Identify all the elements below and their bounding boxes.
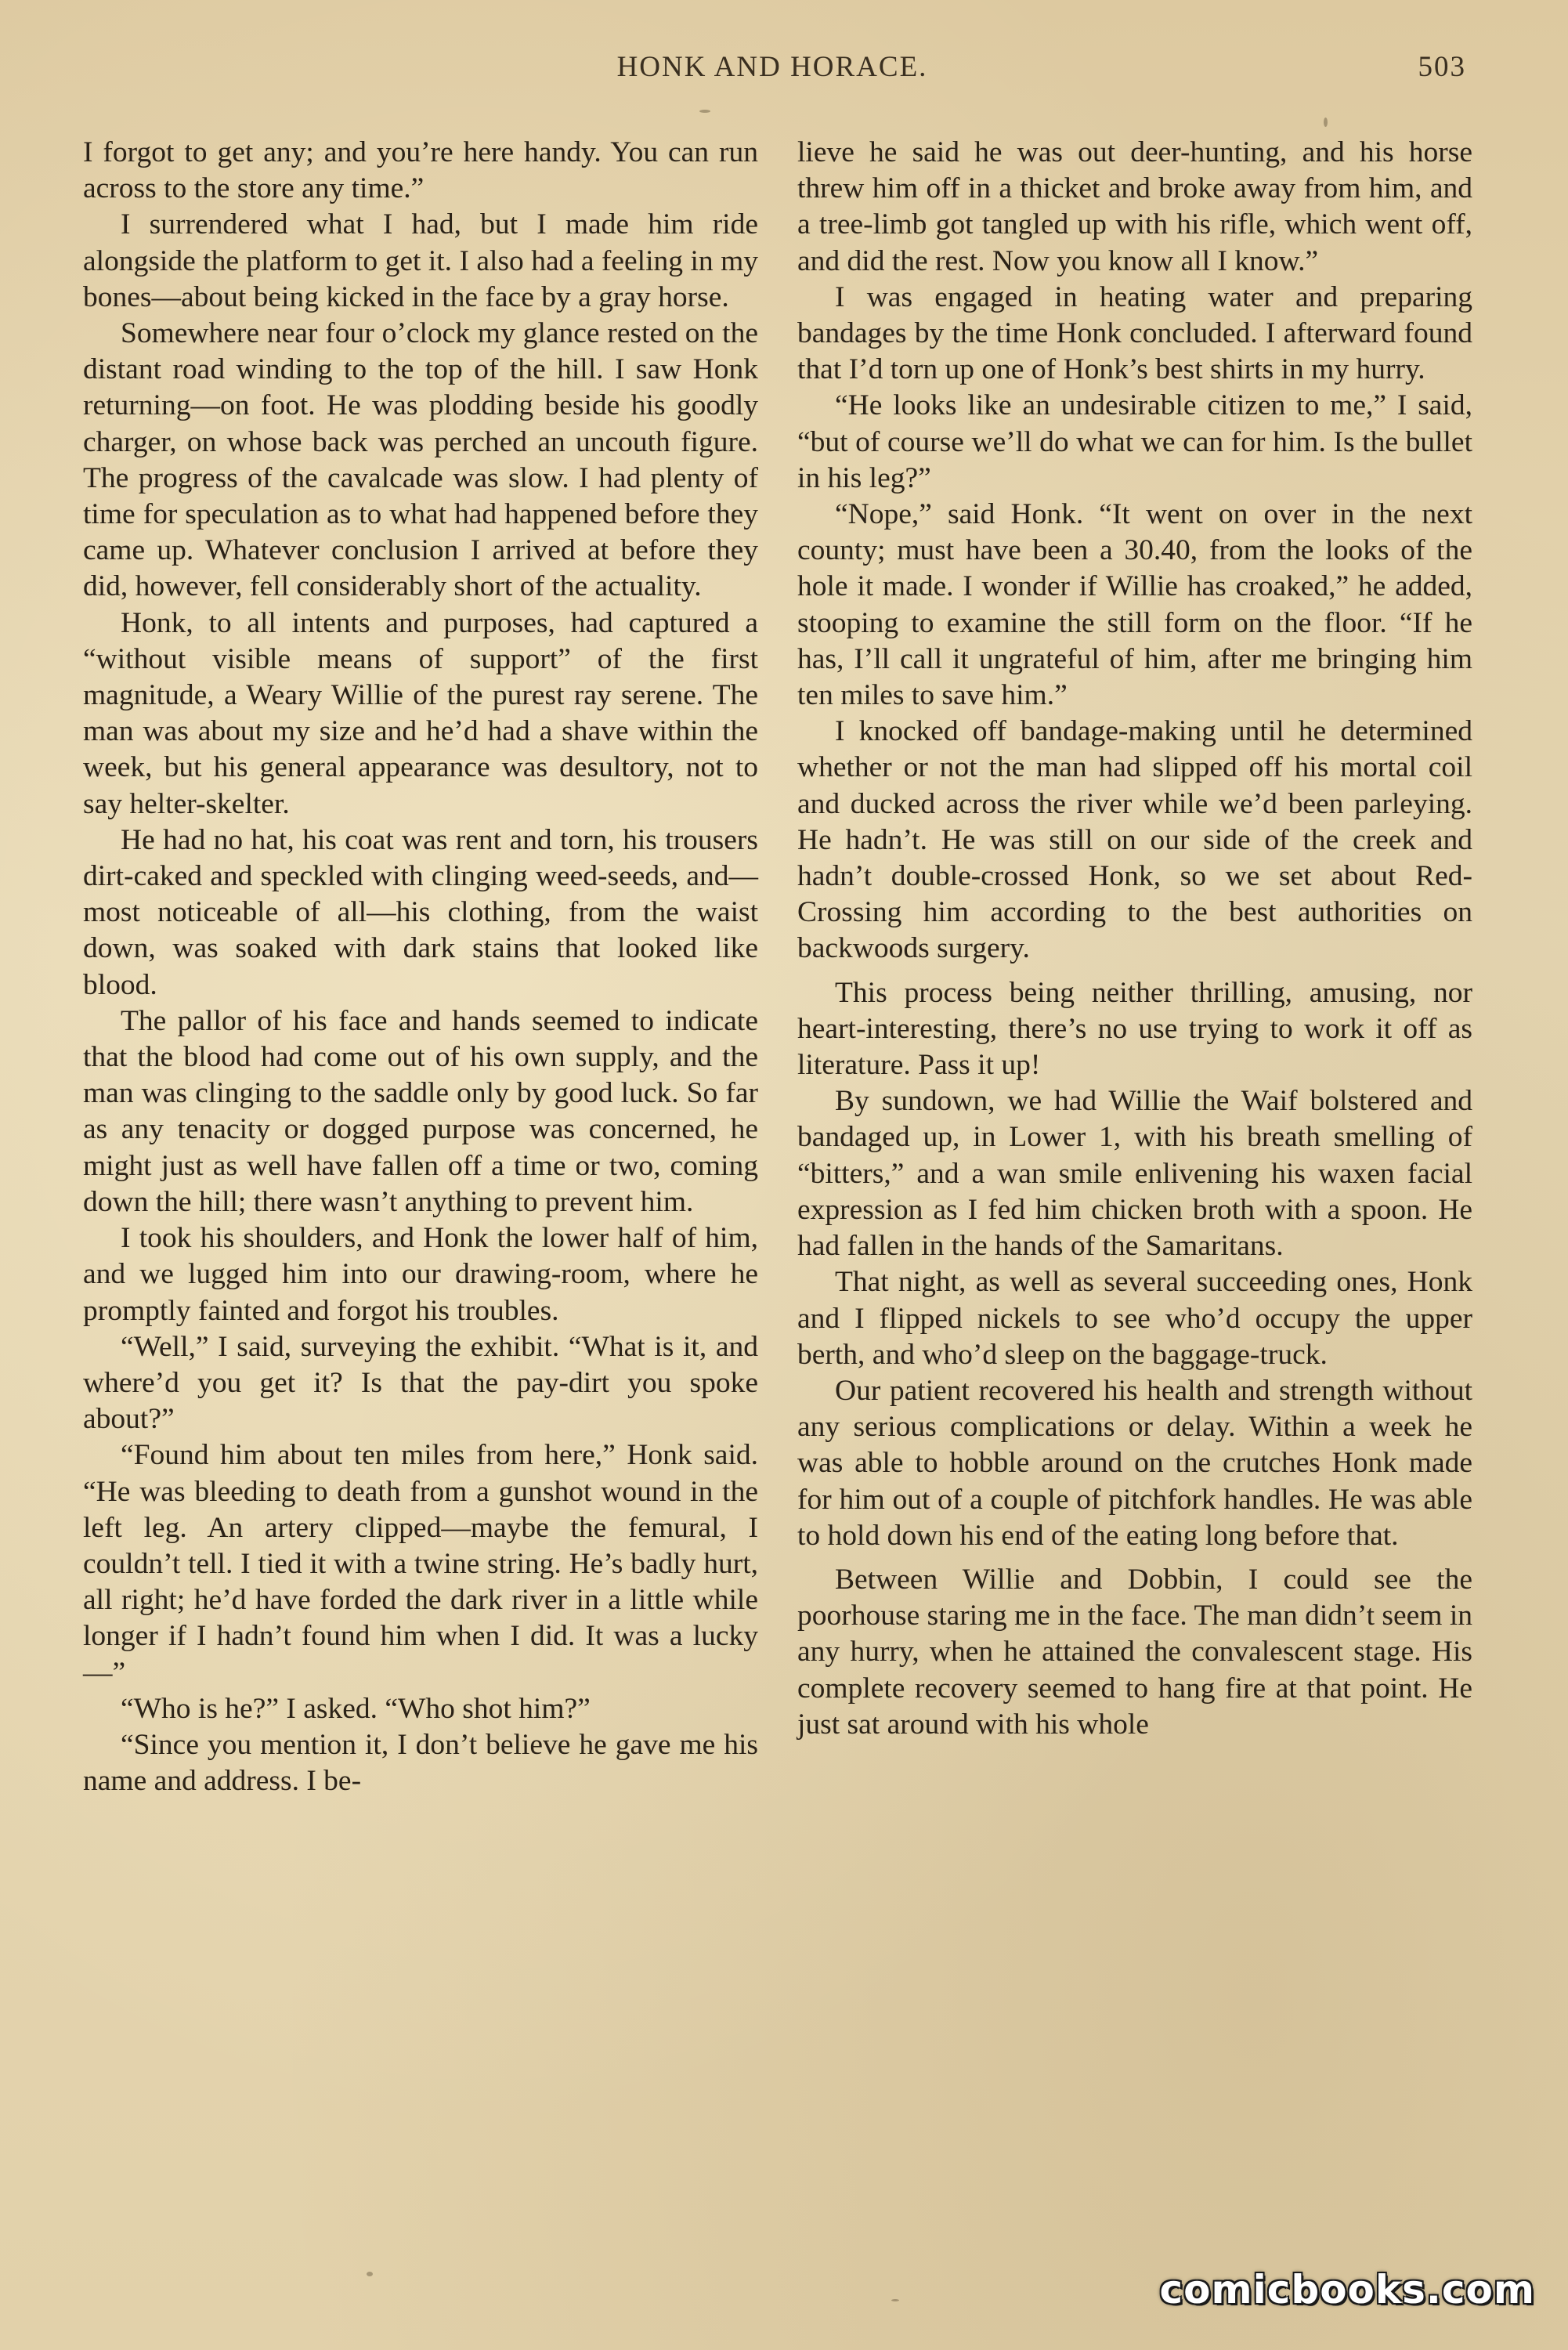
paragraph: The pallor of his face and hands seemed to indicate that the blood had come out of his own supply, and the man was clinging to the saddle only by good luck. So far as any tenacity or dogged purpose was concerned, he might just as well have fallen off a time or two, coming down the hill; there wasn’t anything to prevent him. (83, 1004, 758, 1218)
paragraph: Honk, to all intents and purposes, had captured a “without visible means of support” of the first magnitude, a Weary Willie of the purest ray serene. The man was about my size and he’d had a shave within the week, but his general appearance was desultory, not to say helter-skelter. (83, 606, 758, 820)
paragraph: I took his shoulders, and Honk the lower half of him, and we lugged him into our drawing-room, where he promptly fainted and forgot his troubles. (83, 1222, 758, 1327)
left-column (83, 135, 758, 1799)
paragraph: “Well,” I said, surveying the exhibit. “What is it, and where’d you get it? Is that the pay-dirt you spoke about?” (83, 1330, 758, 1436)
paragraph: “Who is he?” I asked. “Who shot him?” (121, 1692, 591, 1725)
paragraph: He had no hat, his coat was rent and torn, his trousers dirt-caked and speckled with clinging weed-seeds, and—most noticeable of all—his clothing, from the waist down, was soaked with dark stains that looked like blood. (83, 823, 758, 1001)
paragraph: Somewhere near four o’clock my glance rested on the distant road winding to the top of the hill. I saw Honk returning—on foot. He was plodding beside his goodly charger, on whose back was perched an uncouth figure. The progress of the cavalcade was slow. I had plenty of time for speculation as to what had happened before they came up. Whatever conclusion I arrived at before they did, however, fell considerably short of the actuality. (83, 317, 758, 603)
page-header (78, 50, 1466, 97)
paragraph: I knocked off bandage-making until he determined whether or not the man had slipped off his mortal coil and ducked across the river while we’d been parleying. He hadn’t. He was still on our side of the creek and hadn’t double-crossed Honk, so we set about Red-Crossing him according to the best authorities on backwoods surgery. (797, 715, 1472, 965)
paragraph: That night, as well as several succeeding ones, Honk and I flipped nickels to see who’d occupy the upper berth, and who’d sleep on the baggage-truck. (797, 1266, 1472, 1371)
right-column (797, 135, 1472, 1743)
paragraph: “He looks like an undesirable citizen to me,” I said, “but of course we’ll do what we can for him. Is the bullet in his leg?” (797, 389, 1472, 494)
paper-fleck (1324, 118, 1328, 127)
paragraph: “Found him about ten miles from here,” Honk said. “He was bleeding to death from a gunshot wound in the left leg. An artery clipped—maybe the femural, I couldn’t tell. I tied it with a twine string. He’s badly hurt, all right; he’d have forded the dark river in a little while longer if I hadn’t found him when I did. It was a lucky—” (83, 1439, 758, 1689)
paragraph: Our patient recovered his health and strength without any serious complications or delay. Within a week he was able to hobble around on the crutches Honk made for him out of a couple of pitchfork handles. He was able to hold down his end of the eating long before that. (797, 1374, 1472, 1552)
paragraph: I surrendered what I had, but I made him ride alongside the platform to get it. I also had a feeling in my bones—about being kicked in the face by a gray horse. (83, 208, 758, 313)
paragraph: lieve he said he was out deer-hunting, and his horse threw him off in a thicket and broke away from him, and a tree-limb got tangled up with his rifle, which went off, and did the rest. Now you know all I know.” (797, 136, 1472, 277)
paragraph: I was engaged in heating water and preparing bandages by the time Honk concluded. I afterward found that I’d torn up one of Honk’s best shirts in my hurry. (797, 280, 1472, 386)
paper-fleck (891, 2299, 899, 2301)
paper-fleck (699, 110, 710, 113)
running-title: HONK AND HORACE. (616, 51, 928, 83)
paper-fleck (367, 2272, 373, 2276)
paragraph: “Nope,” said Honk. “It went on over in the next county; must have been a 30.40, from the looks of the hole it made. I wonder if Willie has croaked,” he added, stooping to examine the still form on the floor. “If he has, I’ll call it ungrateful of him, after me bringing him ten miles to save him.” (797, 498, 1472, 712)
paragraph: Between Willie and Dobbin, I could see the poorhouse staring me in the face. The man didn’t seem in any hurry, when he attained the convalescent stage. His complete recovery seemed to hang fire at that point. He just sat around with his whole (797, 1563, 1472, 1741)
paragraph: By sundown, we had Willie the Waif bolstered and bandaged up, in Lower 1, with his breath smelling of “bitters,” and a wan smile enlivening his waxen facial expression as I fed him chicken broth with a spoon. He had fallen in the hands of the Samaritans. (797, 1085, 1472, 1263)
page-number: 503 (1418, 51, 1466, 83)
paragraph: “Since you mention it, I don’t believe he gave me his name and address. I be- (83, 1728, 758, 1798)
paragraph: This process being neither thrilling, amusing, nor heart-interesting, there’s no use trying to work it off as literature. Pass it up! (797, 976, 1472, 1082)
paragraph: I forgot to get any; and you’re here handy. You can run across to the store any time.” (83, 136, 758, 205)
watermark-logo: comicbooks.com (1159, 2267, 1535, 2312)
